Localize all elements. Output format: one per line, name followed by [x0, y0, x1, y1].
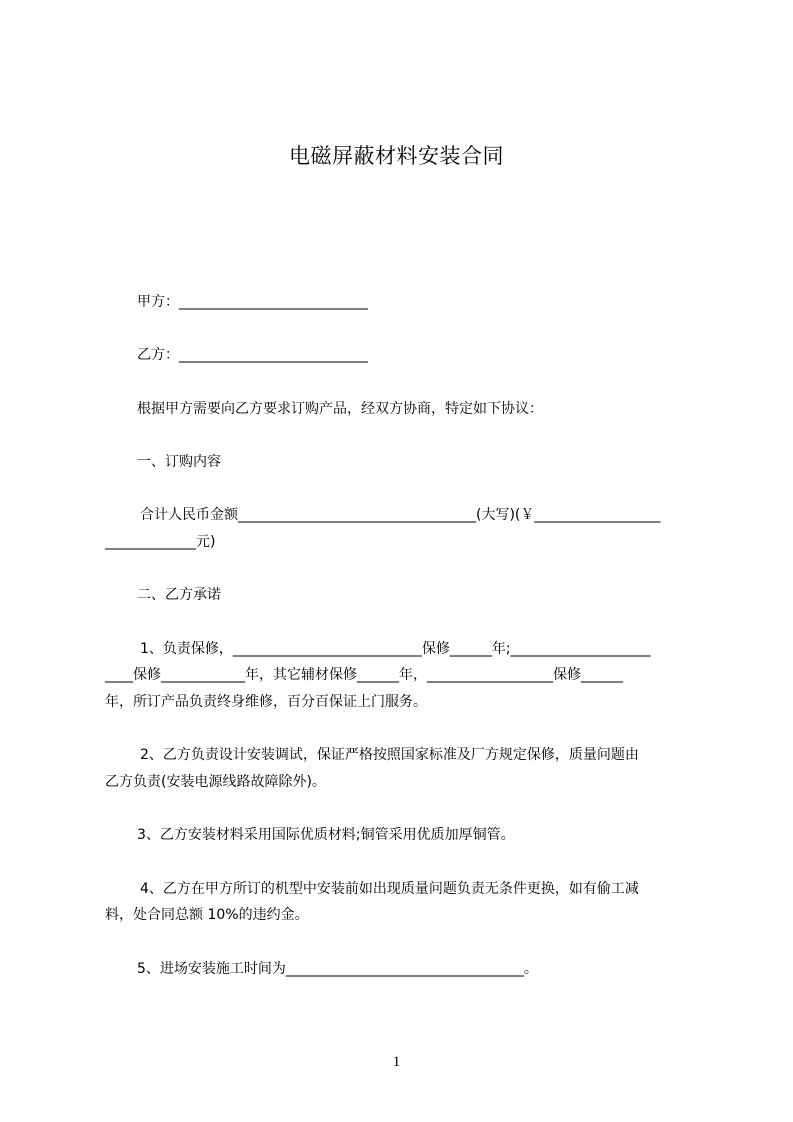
item-4-line-2: 料，处合同总额 10%的违约金。	[105, 907, 309, 923]
amount-line-1: 合计人民币金额__________________________________(大写)(￥__________________	[140, 507, 661, 523]
item-1-line-3: 年，所订产品负责终身维修，百分百保证上门服务。	[105, 694, 427, 710]
item-2-line-2: 乙方负责(安装电源线路故障除外)。	[105, 774, 326, 790]
item-1-line-1: 1、负责保修，___________________________保修______年;____________________	[140, 641, 651, 657]
party-b-line: 乙方：___________________________	[137, 347, 368, 363]
item-2-line-1: 2、乙方负责设计安装调试，保证严格按照国家标准及厂方规定保修，质量问题由	[140, 747, 639, 763]
document-title: 电磁屏蔽材料安装合同	[289, 144, 504, 168]
section-1-heading: 一、订购内容	[137, 454, 221, 470]
item-4-line-1: 4、乙方在甲方所订的机型中安装前如出现质量问题负责无条件更换，如有偷工减	[140, 881, 639, 897]
section-2-heading: 二、乙方承诺	[137, 587, 221, 603]
amount-line-2: _____________元)	[105, 534, 216, 550]
item-5-line-1: 5、进场安装施工时间为__________________________________。	[137, 961, 538, 977]
item-1-line-2: ____保修____________年，其它辅材保修______年，__________________保修______	[105, 667, 623, 683]
item-3-line-1: 3、乙方安装材料采用国际优质材料;铜管采用优质加厚铜管。	[137, 827, 515, 843]
intro-paragraph: 根据甲方需要向乙方要求订购产品，经双方协商，特定如下协议：	[137, 401, 543, 417]
page-number: 1	[392, 1054, 401, 1070]
party-a-line: 甲方：___________________________	[137, 294, 368, 310]
